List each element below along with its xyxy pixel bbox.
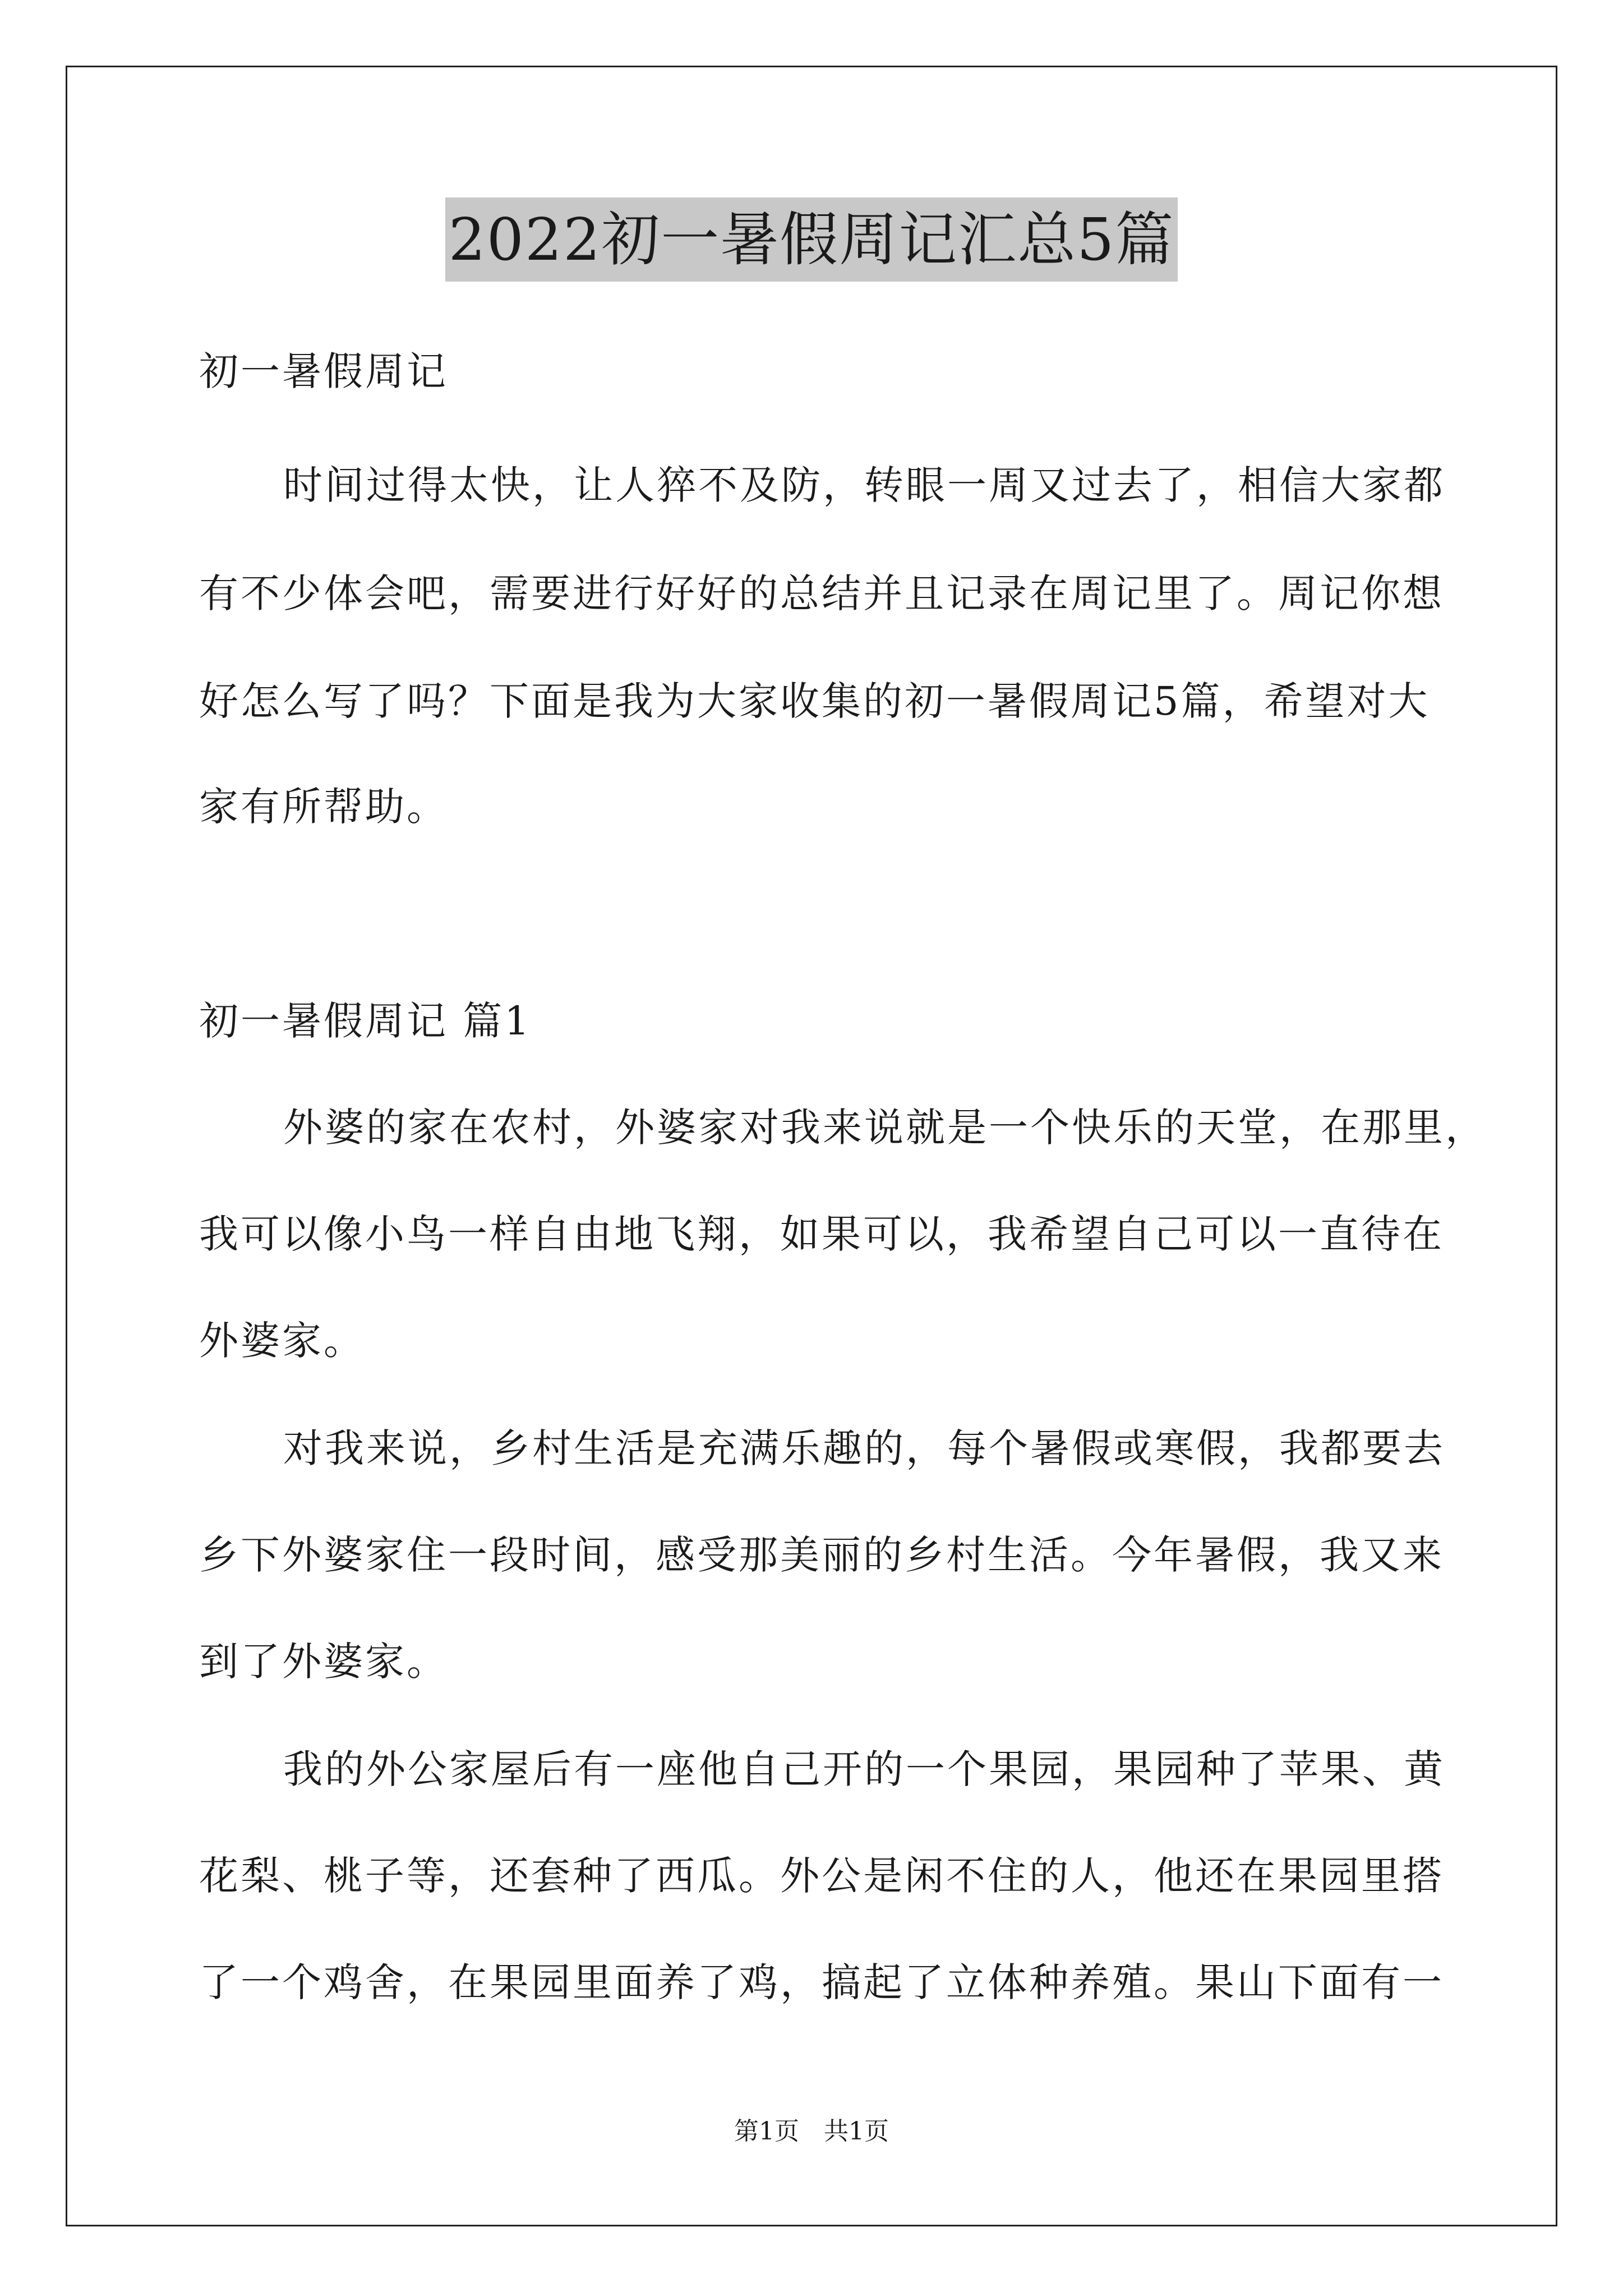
- section-heading: 初一暑假周记 篇1: [199, 998, 532, 1044]
- paragraph-line: 对我来说，乡村生活是充满乐趣的，每个暑假或寒假，我都要去: [283, 1425, 1445, 1471]
- paragraph-line: 乡下外婆家住一段时间，感受那美丽的乡村生活。今年暑假，我又来: [199, 1532, 1444, 1578]
- paragraph-line: 外婆家。: [199, 1318, 365, 1364]
- paragraph-line: 时间过得太快，让人猝不及防，转眼一周又过去了，相信大家都: [283, 462, 1445, 508]
- title-container: [0, 197, 1623, 282]
- paragraph-line: 外婆的家在农村，外婆家对我来说就是一个快乐的天堂，在那里，: [283, 1105, 1487, 1151]
- paragraph-line: 家有所帮助。: [199, 784, 448, 830]
- intro-heading: 初一暑假周记: [199, 348, 448, 394]
- page-footer: 第1页 共1页: [734, 2117, 889, 2146]
- paragraph-line: 我可以像小鸟一样自由地飞翔，如果可以，我希望自己可以一直待在: [199, 1211, 1444, 1257]
- paragraph-line: 了一个鸡舍，在果园里面养了鸡，搞起了立体种养殖。果山下面有一: [199, 1959, 1444, 2005]
- paragraph-line: 我的外公家屋后有一座他自己开的一个果园，果园种了苹果、黄: [283, 1746, 1445, 1792]
- paragraph-line: 好怎么写了吗？下面是我为大家收集的初一暑假周记5篇，希望对大: [199, 678, 1430, 724]
- paragraph-line: 到了外婆家。: [199, 1639, 448, 1685]
- paragraph-line: 有不少体会吧，需要进行好好的总结并且记录在周记里了。周记你想: [199, 570, 1444, 616]
- document-title: 2022初一暑假周记汇总5篇: [445, 197, 1178, 282]
- paragraph-line: 花梨、桃子等，还套种了西瓜。外公是闲不住的人，他还在果园里搭: [199, 1853, 1444, 1899]
